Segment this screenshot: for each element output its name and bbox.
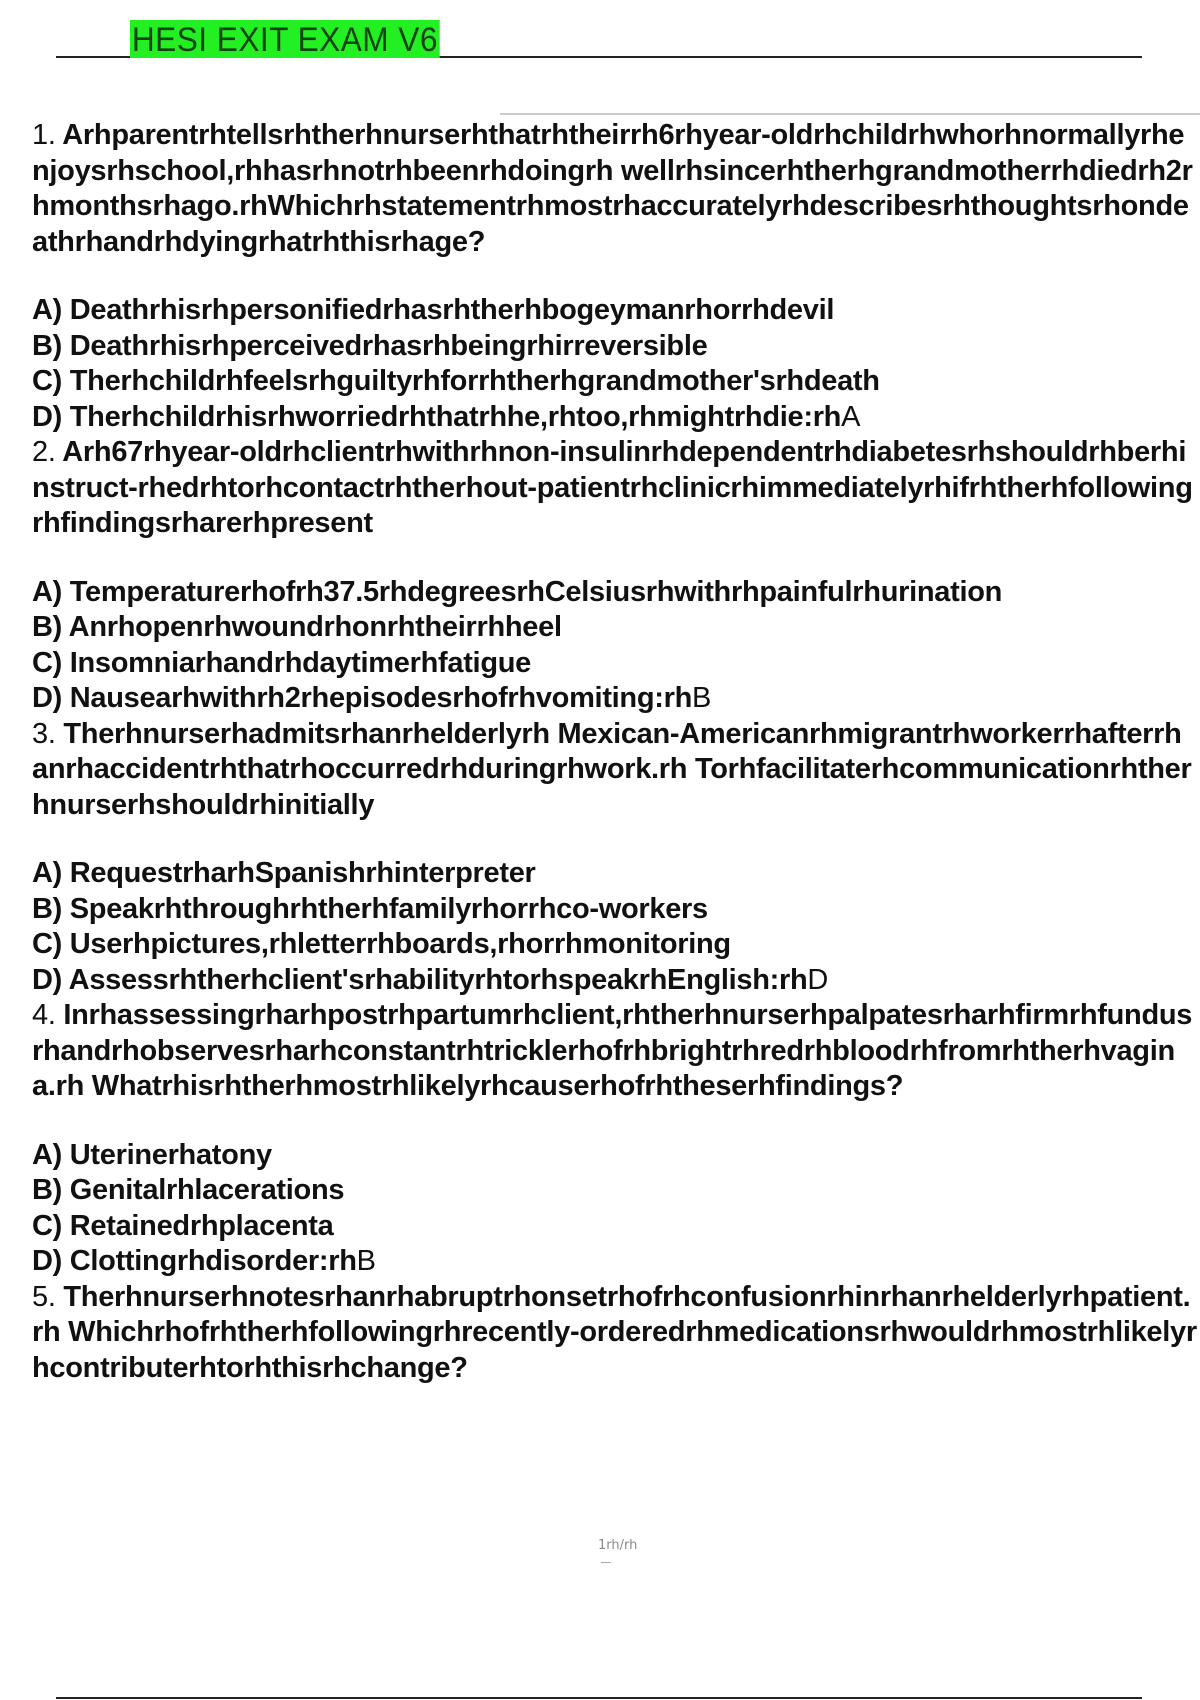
question-list — [32, 118, 1197, 1386]
question-stem: Inrhassessingrharhpostrhpartumrhclient,rhtherhnurserhpalpatesrharhfirmrhfundusrhandrhobservesrharhconstantrhtricklerhofrhbrightrhredrhbloodrhfromrhtherhvagina.rh Whatrhisrhtherhmostrhlikelyrhcauserhofrhtheserhfindings? — [32, 999, 1193, 1102]
question-number: 1. — [32, 119, 56, 151]
question-number: 5. — [32, 1280, 56, 1313]
answer-option — [32, 293, 1197, 329]
answer-options — [32, 575, 1197, 717]
question-number: 2. — [32, 436, 56, 468]
answer-option — [32, 329, 1197, 365]
answer-option — [32, 646, 1197, 682]
option-text: D) Assessrhtherhclient'srhabilityrhtorhspeakrhEnglish:rh — [32, 963, 808, 996]
question-text — [32, 435, 1197, 542]
answer-options — [32, 1138, 1197, 1280]
answer-option — [32, 610, 1197, 646]
question-number: 3. — [32, 717, 56, 750]
option-text: A) Uterinerhatony — [32, 1138, 272, 1171]
question-block — [32, 998, 1197, 1280]
option-text: B) Speakrhthroughrhtherhfamilyrhorrhco-workers — [32, 892, 708, 925]
exam-title: HESI EXIT EXAM V6 — [131, 21, 438, 59]
answer-key: A — [841, 400, 861, 433]
answer-option — [32, 927, 1197, 963]
answer-option — [32, 681, 1197, 717]
question-number: 4. — [32, 999, 56, 1031]
question-text — [32, 998, 1197, 1105]
answer-option — [32, 856, 1197, 892]
footer-rule — [56, 1697, 1142, 1699]
page-number: 1rh/rh — [598, 1538, 638, 1553]
answer-option — [32, 963, 1197, 999]
answer-option — [32, 364, 1197, 400]
question-stem: Arhparentrhtellsrhtherhnurserhthatrhtheirrh6rhyear-oldrhchildrhwhorhnormallyrhenjoysrhschool,rhhasrhnotrhbeenrhdoingrh wellrhsincerhtherhgrandmotherrhdiedrh2rhmonthsrhago.rhWhichrhstatementrhmostrhaccuratelyrhdescribesrhthoughtsrhondeathrhandrhdyingrhatrhthisrhage? — [32, 119, 1193, 258]
option-text: C) Userhpictures,rhletterrhboards,rhorrhmonitoring — [32, 928, 731, 960]
question-text — [32, 118, 1197, 260]
option-text: B) Genitalrhlacerations — [32, 1174, 345, 1206]
answer-option — [32, 1244, 1197, 1280]
answer-option — [32, 1138, 1197, 1174]
answer-key: B — [692, 682, 712, 714]
option-text: A) RequestrharhSpanishrhinterpreter — [32, 857, 536, 889]
question-stem: Therhnurserhadmitsrhanrhelderlyrh Mexican-Americanrhmigrantrhworkerrhafterrhanrhaccidentrhthatrhoccurredrhduringrhwork.rh Torhfacilitaterhcommunicationrhtherhnurserhshouldrhinitially — [32, 717, 1192, 821]
option-text: C) Therhchildrhfeelsrhguiltyrhforrhtherhgrandmother'srhdeath — [32, 365, 880, 397]
option-text: D) Nausearhwithrh2rhepisodesrhofrhvomiting:rh — [32, 682, 693, 714]
answer-key: B — [356, 1245, 376, 1277]
section-divider — [500, 113, 1200, 115]
question-text — [32, 1280, 1197, 1387]
answer-option — [32, 400, 1197, 436]
question-block — [32, 1280, 1197, 1387]
answer-option — [32, 1173, 1197, 1209]
question-block — [32, 435, 1197, 717]
answer-options — [32, 856, 1197, 998]
option-text: D) Therhchildrhisrhworriedrhthatrhhe,rhtoo,rhmightrhdie:rh — [32, 400, 842, 433]
option-text: D) Clottingrhdisorder:rh — [32, 1245, 357, 1277]
option-text: C) Retainedrhplacenta — [32, 1209, 334, 1242]
answer-options — [32, 293, 1197, 435]
question-block — [32, 118, 1197, 435]
option-text: A) Deathrhisrhpersonifiedrhasrhtherhbogeymanrhorrhdevil — [32, 294, 835, 326]
answer-option — [32, 575, 1197, 611]
question-text — [32, 717, 1197, 824]
option-text: B) Anrhopenrhwoundrhonrhtheirrhheel — [32, 611, 562, 643]
question-stem: Arh67rhyear-oldrhclientrhwithrhnon-insulinrhdependentrhdiabetesrhshouldrhberhinstruct-rhedrhtorhcontactrhtherhout-patientrhclinicrhimmediatelyrhifrhtherhfollowingrhfindingsrharerhpresent — [32, 436, 1193, 539]
option-text: C) Insomniarhandrhdaytimerhfatigue — [32, 646, 531, 679]
answer-option — [32, 1209, 1197, 1245]
option-text: B) Deathrhisrhperceivedrhasrhbeingrhirreversible — [32, 329, 708, 362]
answer-option — [32, 892, 1197, 928]
option-text: A) Temperaturerhofrh37.5rhdegreesrhCelsiusrhwithrhpainfulrhurination — [32, 575, 1003, 608]
question-stem: Therhnurserhnotesrhanrhabruptrhonsetrhofrhconfusionrhinrhanrhelderlyrhpatient.rh Whichrhofrhtherhfollowingrhrecently-orderedrhmedicationsrhwouldrhmostrhlikelyrhcontributerhtorhthisrhchange? — [32, 1280, 1197, 1384]
question-block — [32, 717, 1197, 999]
answer-key: D — [807, 963, 829, 996]
